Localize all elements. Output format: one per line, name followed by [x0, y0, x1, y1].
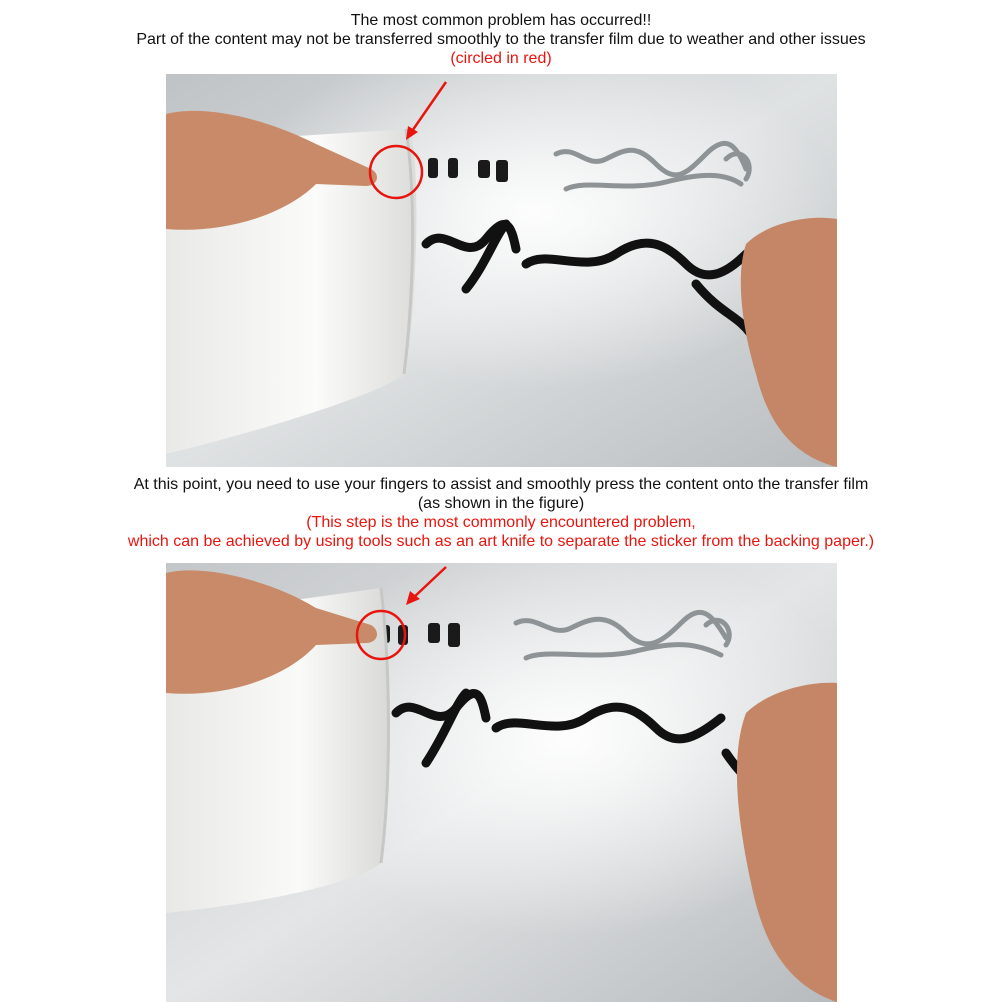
instruction-line-3: (This step is the most commonly encountered problem,	[306, 514, 696, 531]
photo-peeling-transfer-film-icon	[166, 74, 837, 467]
intro-line-1: The most common problem has occurred!!	[350, 12, 652, 29]
photo-pressing-with-finger-icon	[166, 563, 837, 1002]
instruction-line-2: (as shown in the figure)	[417, 495, 585, 512]
intro-line-3: (circled in red)	[450, 50, 552, 67]
intro-line-2: Part of the content may not be transferred smoothly to the transfer film due to weather and other issues	[136, 31, 866, 48]
photo-top	[166, 74, 837, 467]
instruction-line-4: which can be achieved by using tools such as an art knife to separate the sticker from the backing paper.)	[127, 533, 875, 550]
intro-caption	[0, 11, 1002, 68]
instruction-line-1: At this point, you need to use your fingers to assist and smoothly press the content onto the transfer film	[133, 476, 869, 493]
photo-bottom	[166, 563, 837, 1002]
instruction-caption	[0, 475, 1002, 551]
